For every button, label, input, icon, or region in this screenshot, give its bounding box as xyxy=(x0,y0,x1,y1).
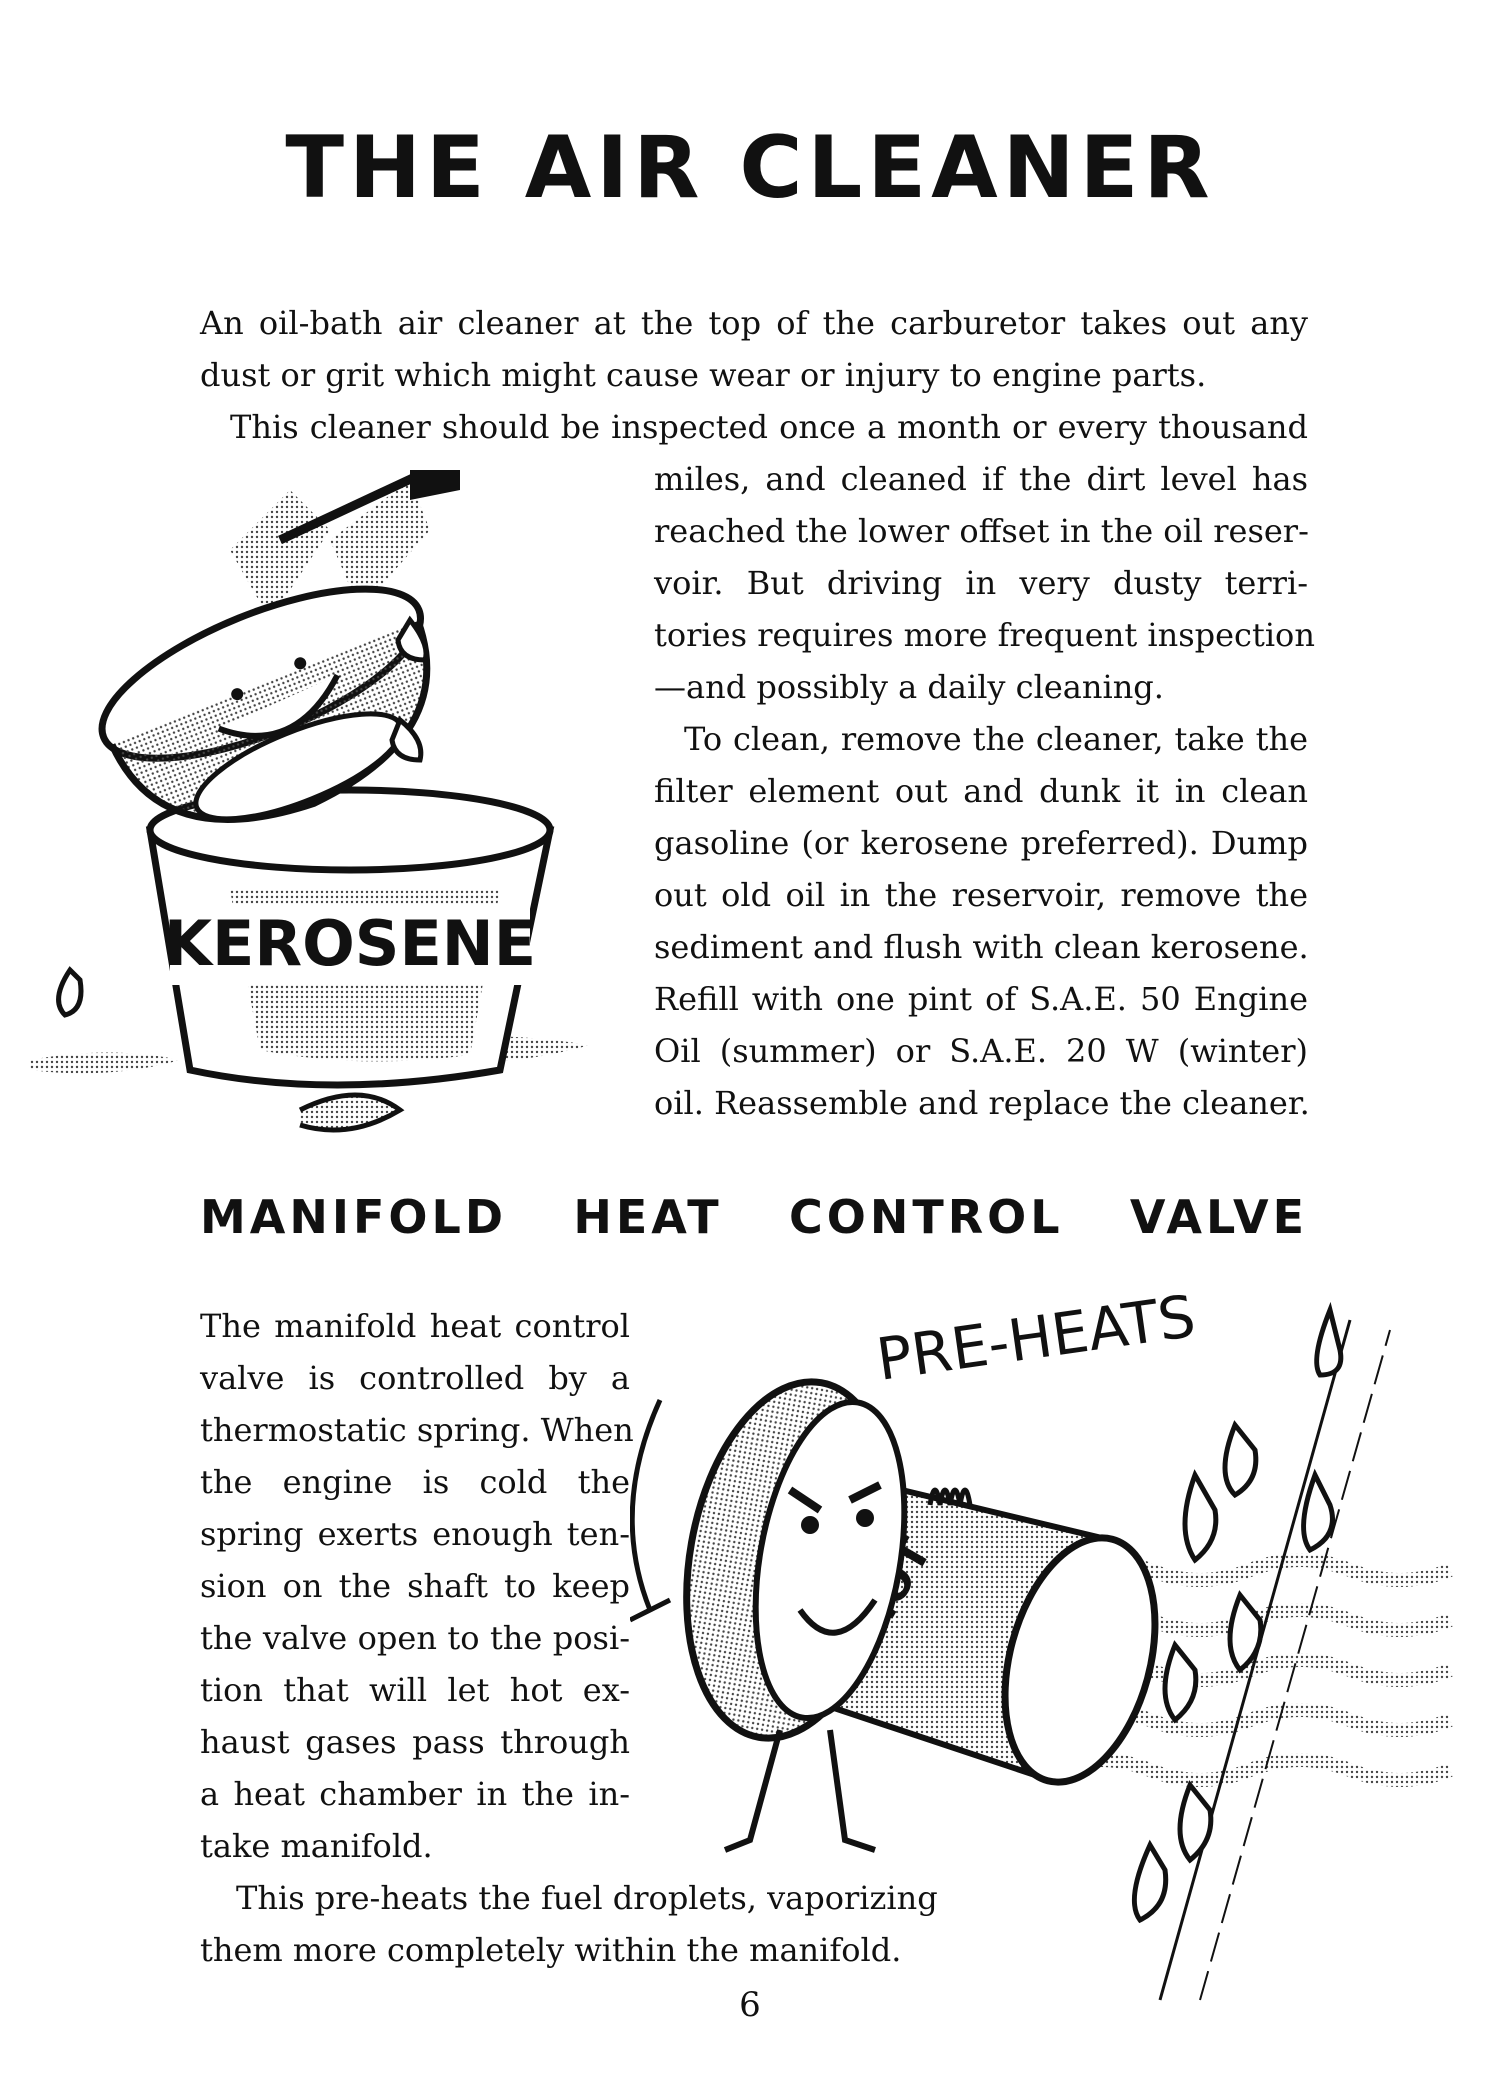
text-line: sion on the shaft to keep xyxy=(200,1567,630,1605)
drop-mark xyxy=(1317,1310,1341,1375)
kerosene-label: KEROSENE xyxy=(163,907,537,980)
text-line: Oil (summer) or S.A.E. 20 W (winter) xyxy=(654,1032,1308,1070)
drop-mark xyxy=(59,970,81,1015)
text-line: oil. Reassemble and replace the cleaner. xyxy=(654,1084,1310,1122)
drop-mark xyxy=(1304,1475,1333,1550)
text-line: spring exerts enough ten- xyxy=(200,1515,630,1553)
text-line: a heat chamber in the in- xyxy=(200,1775,630,1813)
drop-mark xyxy=(392,720,421,760)
page-number: 6 xyxy=(739,1985,761,2025)
text-line: miles, and cleaned if the dirt level has xyxy=(654,460,1308,498)
shade-mark xyxy=(30,1053,180,1074)
text-line: sediment and flush with clean kerosene. xyxy=(654,928,1309,966)
air-cleaner-body xyxy=(654,453,1315,1129)
legs-mark xyxy=(725,1730,875,1850)
text-line: This pre-heats the fuel droplets, vaporizing xyxy=(236,1879,938,1917)
drop-mark xyxy=(1165,1645,1196,1720)
section-title: MANIFOLD HEAT CONTROL VALVE xyxy=(200,1190,1308,1244)
heat-valve-illustration xyxy=(630,1260,1470,2020)
text-line: filter element out and dunk it in clean xyxy=(654,772,1308,810)
text-line: take manifold. xyxy=(200,1827,433,1865)
text-line: valve is controlled by a xyxy=(200,1359,630,1397)
text-line: haust gases pass through xyxy=(200,1723,630,1761)
arrow-mark xyxy=(630,1400,670,1620)
text-line: To clean, remove the cleaner, take the xyxy=(684,720,1308,758)
air-cleaner-intro xyxy=(200,297,1308,453)
preheats-label: PRE-HEATS xyxy=(872,1281,1200,1394)
kerosene-cleaner-illustration xyxy=(30,470,630,1170)
manifold-body xyxy=(200,1300,634,1872)
text-line: tion that will let hot ex- xyxy=(200,1671,630,1709)
drop-mark xyxy=(1180,1785,1211,1860)
text-line: An oil-bath air cleaner at the top of the carburetor takes out any xyxy=(200,304,1308,342)
text-line: voir. But driving in very dusty terri- xyxy=(654,564,1308,602)
brush-head xyxy=(410,470,460,500)
text-line: —and possibly a daily cleaning. xyxy=(654,668,1164,706)
swirl-mark xyxy=(300,1095,400,1130)
eye-mark xyxy=(856,1509,874,1527)
text-line: the valve open to the posi- xyxy=(200,1619,630,1657)
drop-mark xyxy=(1185,1475,1216,1560)
text-line: Refill with one pint of S.A.E. 50 Engine xyxy=(654,980,1308,1018)
diagonal-line xyxy=(1200,1330,1390,2000)
text-line: the engine is cold the xyxy=(200,1463,630,1501)
text-line: them more completely within the manifold. xyxy=(200,1931,902,1969)
text-line: The manifold heat control xyxy=(200,1307,630,1345)
eye-mark xyxy=(801,1516,819,1534)
drop-mark xyxy=(1134,1845,1165,1920)
wave-mark xyxy=(1050,1760,1450,1780)
text-line: dust or grit which might cause wear or injury to engine parts. xyxy=(200,356,1207,394)
page-title: THE AIR CLEANER xyxy=(285,118,1215,218)
text-line: tories requires more frequent inspection xyxy=(654,616,1315,654)
text-line: gasoline (or kerosene preferred). Dump xyxy=(654,824,1308,862)
text-line: out old oil in the reservoir, remove the xyxy=(654,876,1308,914)
drop-mark xyxy=(1225,1425,1256,1495)
text-line: This cleaner should be inspected once a month or every thousand xyxy=(230,408,1308,446)
text-line: thermostatic spring. When xyxy=(200,1411,634,1449)
text-line: reached the lower offset in the oil reser- xyxy=(654,512,1309,550)
